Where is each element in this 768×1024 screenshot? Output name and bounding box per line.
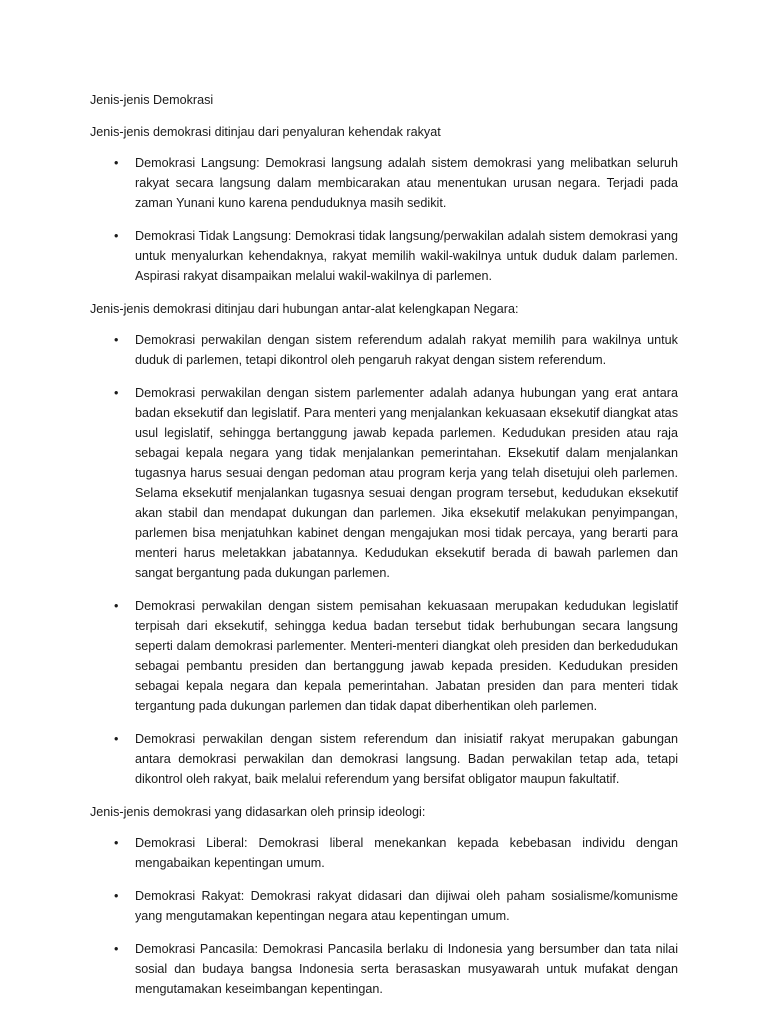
item-text: merupakan gabungan antara demokrasi perwakilan dan demokrasi langsung. Badan perwakilan tetap ada, tetapi dikontrol oleh rakyat, baik melalui referendum yang bersifat obligator maupun fakultatif. [135, 732, 678, 786]
list-penyaluran [90, 153, 678, 286]
list-item [90, 939, 678, 999]
list-item [90, 383, 678, 583]
list-item [90, 330, 678, 370]
document-title: Jenis-jenis Demokrasi [90, 93, 214, 107]
section-heading-penyaluran: Jenis-jenis demokrasi ditinjau dari penyaluran kehendak rakyat [90, 125, 441, 139]
item-term: Demokrasi perwakilan dengan sistem referendum dan inisiatif rakyat [135, 732, 545, 746]
bullet-icon: • [114, 229, 119, 243]
bullet-icon: • [114, 836, 119, 850]
item-term: Demokrasi Rakyat: [135, 889, 245, 903]
item-text: merupakan kedudukan legislatif terpisah dari eksekutif, sehingga kedua badan tersebut tidak berhubungan secara langsung seperti dalam demokrasi parlementer. Menteri-menteri diangkat oleh presiden dan berkedudukan sebagai pembantu presiden dan bertanggung jawab kepada presiden. Kedudukan presiden sebagai kepala negara dan kepala pemerintahan. Jabatan presiden dan para menteri tidak tergantung pada dukungan parlemen dan tidak dapat diberhentikan oleh parlemen. [135, 599, 678, 713]
bullet-icon: • [114, 732, 119, 746]
bullet-icon: • [114, 386, 119, 400]
item-term: Demokrasi Pancasila: [135, 942, 259, 956]
item-text: Demokrasi langsung adalah sistem demokrasi yang melibatkan seluruh rakyat secara langsung dalam membicarakan atau menentukan urusan negara. Terjadi pada zaman Yunani kuno karena penduduknya masih sedikit. [135, 156, 679, 210]
item-text: Demokrasi Pancasila berlaku di Indonesia yang bersumber dan tata nilai sosial dan budaya bangsa Indonesia serta berasaskan musyawarah untuk mufakat dengan mengutamakan keseimbangan kepentingan. [135, 942, 678, 996]
item-term: Demokrasi perwakilan dengan sistem pemisahan kekuasaan [135, 599, 489, 613]
list-item [90, 153, 678, 213]
section-heading-hubungan: Jenis-jenis demokrasi ditinjau dari hubungan antar-alat kelengkapan Negara: [90, 302, 519, 316]
list-ideologi [90, 833, 678, 999]
section-heading-ideologi: Jenis-jenis demokrasi yang didasarkan oleh prinsip ideologi: [90, 805, 426, 819]
item-term: Demokrasi perwakilan dengan sistem referendum [135, 333, 423, 347]
item-term: Demokrasi Liberal: [135, 836, 248, 850]
bullet-icon: • [114, 942, 119, 956]
list-item [90, 596, 678, 716]
bullet-icon: • [114, 889, 119, 903]
item-text: Demokrasi liberal menekankan kepada kebebasan individu dengan mengabaikan kepentingan umum. [135, 836, 678, 870]
document-content [90, 90, 678, 1012]
item-text: Demokrasi tidak langsung/perwakilan adalah sistem demokrasi yang untuk menyalurkan kehendaknya, rakyat memilih wakil-wakilnya untuk duduk dalam parlemen. Aspirasi rakyat disampaikan melalui wakil-wakilnya di parlemen. [135, 229, 679, 283]
list-hubungan [90, 330, 678, 789]
list-item [90, 226, 678, 286]
list-item [90, 729, 678, 789]
list-item [90, 833, 678, 873]
bullet-icon: • [114, 333, 119, 347]
bullet-icon: • [114, 156, 119, 170]
list-item [90, 886, 678, 926]
item-term: Demokrasi perwakilan dengan sistem parlementer [135, 386, 424, 400]
bullet-icon: • [114, 599, 119, 613]
item-text: adalah adanya hubungan yang erat antara badan eksekutif dan legislatif. Para menteri yang menjalankan kekuasaan eksekutif diangkat atas usul legislatif, sehingga bertanggung jawab kepada parlemen. Kedudukan presiden atau raja sebagai kepala negara yang tidak menjalankan pemerintahan. Eksekutif dalam menjalankan tugasnya harus sesuai dengan pedoman atau program kerja yang telah disetujui oleh parlemen. Selama eksekutif menjalankan tugasnya sesuai dengan program tersebut, kedudukan eksekutif akan stabil dan mendapat dukungan dan parlemen. Jika eksekutif melakukan penyimpangan, parlemen bisa menjatuhkan kabinet dengan mengajukan mosi tidak percaya, yang berarti para menteri harus meletakkan jabatannya. Kedudukan eksekutif berada di bawah parlemen dan sangat bergantung pada dukungan parlemen. [135, 386, 678, 580]
item-text: adalah rakyat memilih para wakilnya untuk duduk di parlemen, tetapi dikontrol oleh pengaruh rakyat dengan sistem referendum. [135, 333, 678, 367]
item-text: Demokrasi rakyat didasari dan dijiwai oleh paham sosialisme/komunisme yang mengutamakan kepentingan negara atau kepentingan umum. [135, 889, 678, 923]
item-term: Demokrasi Tidak Langsung: [135, 229, 292, 243]
item-term: Demokrasi Langsung: [135, 156, 260, 170]
